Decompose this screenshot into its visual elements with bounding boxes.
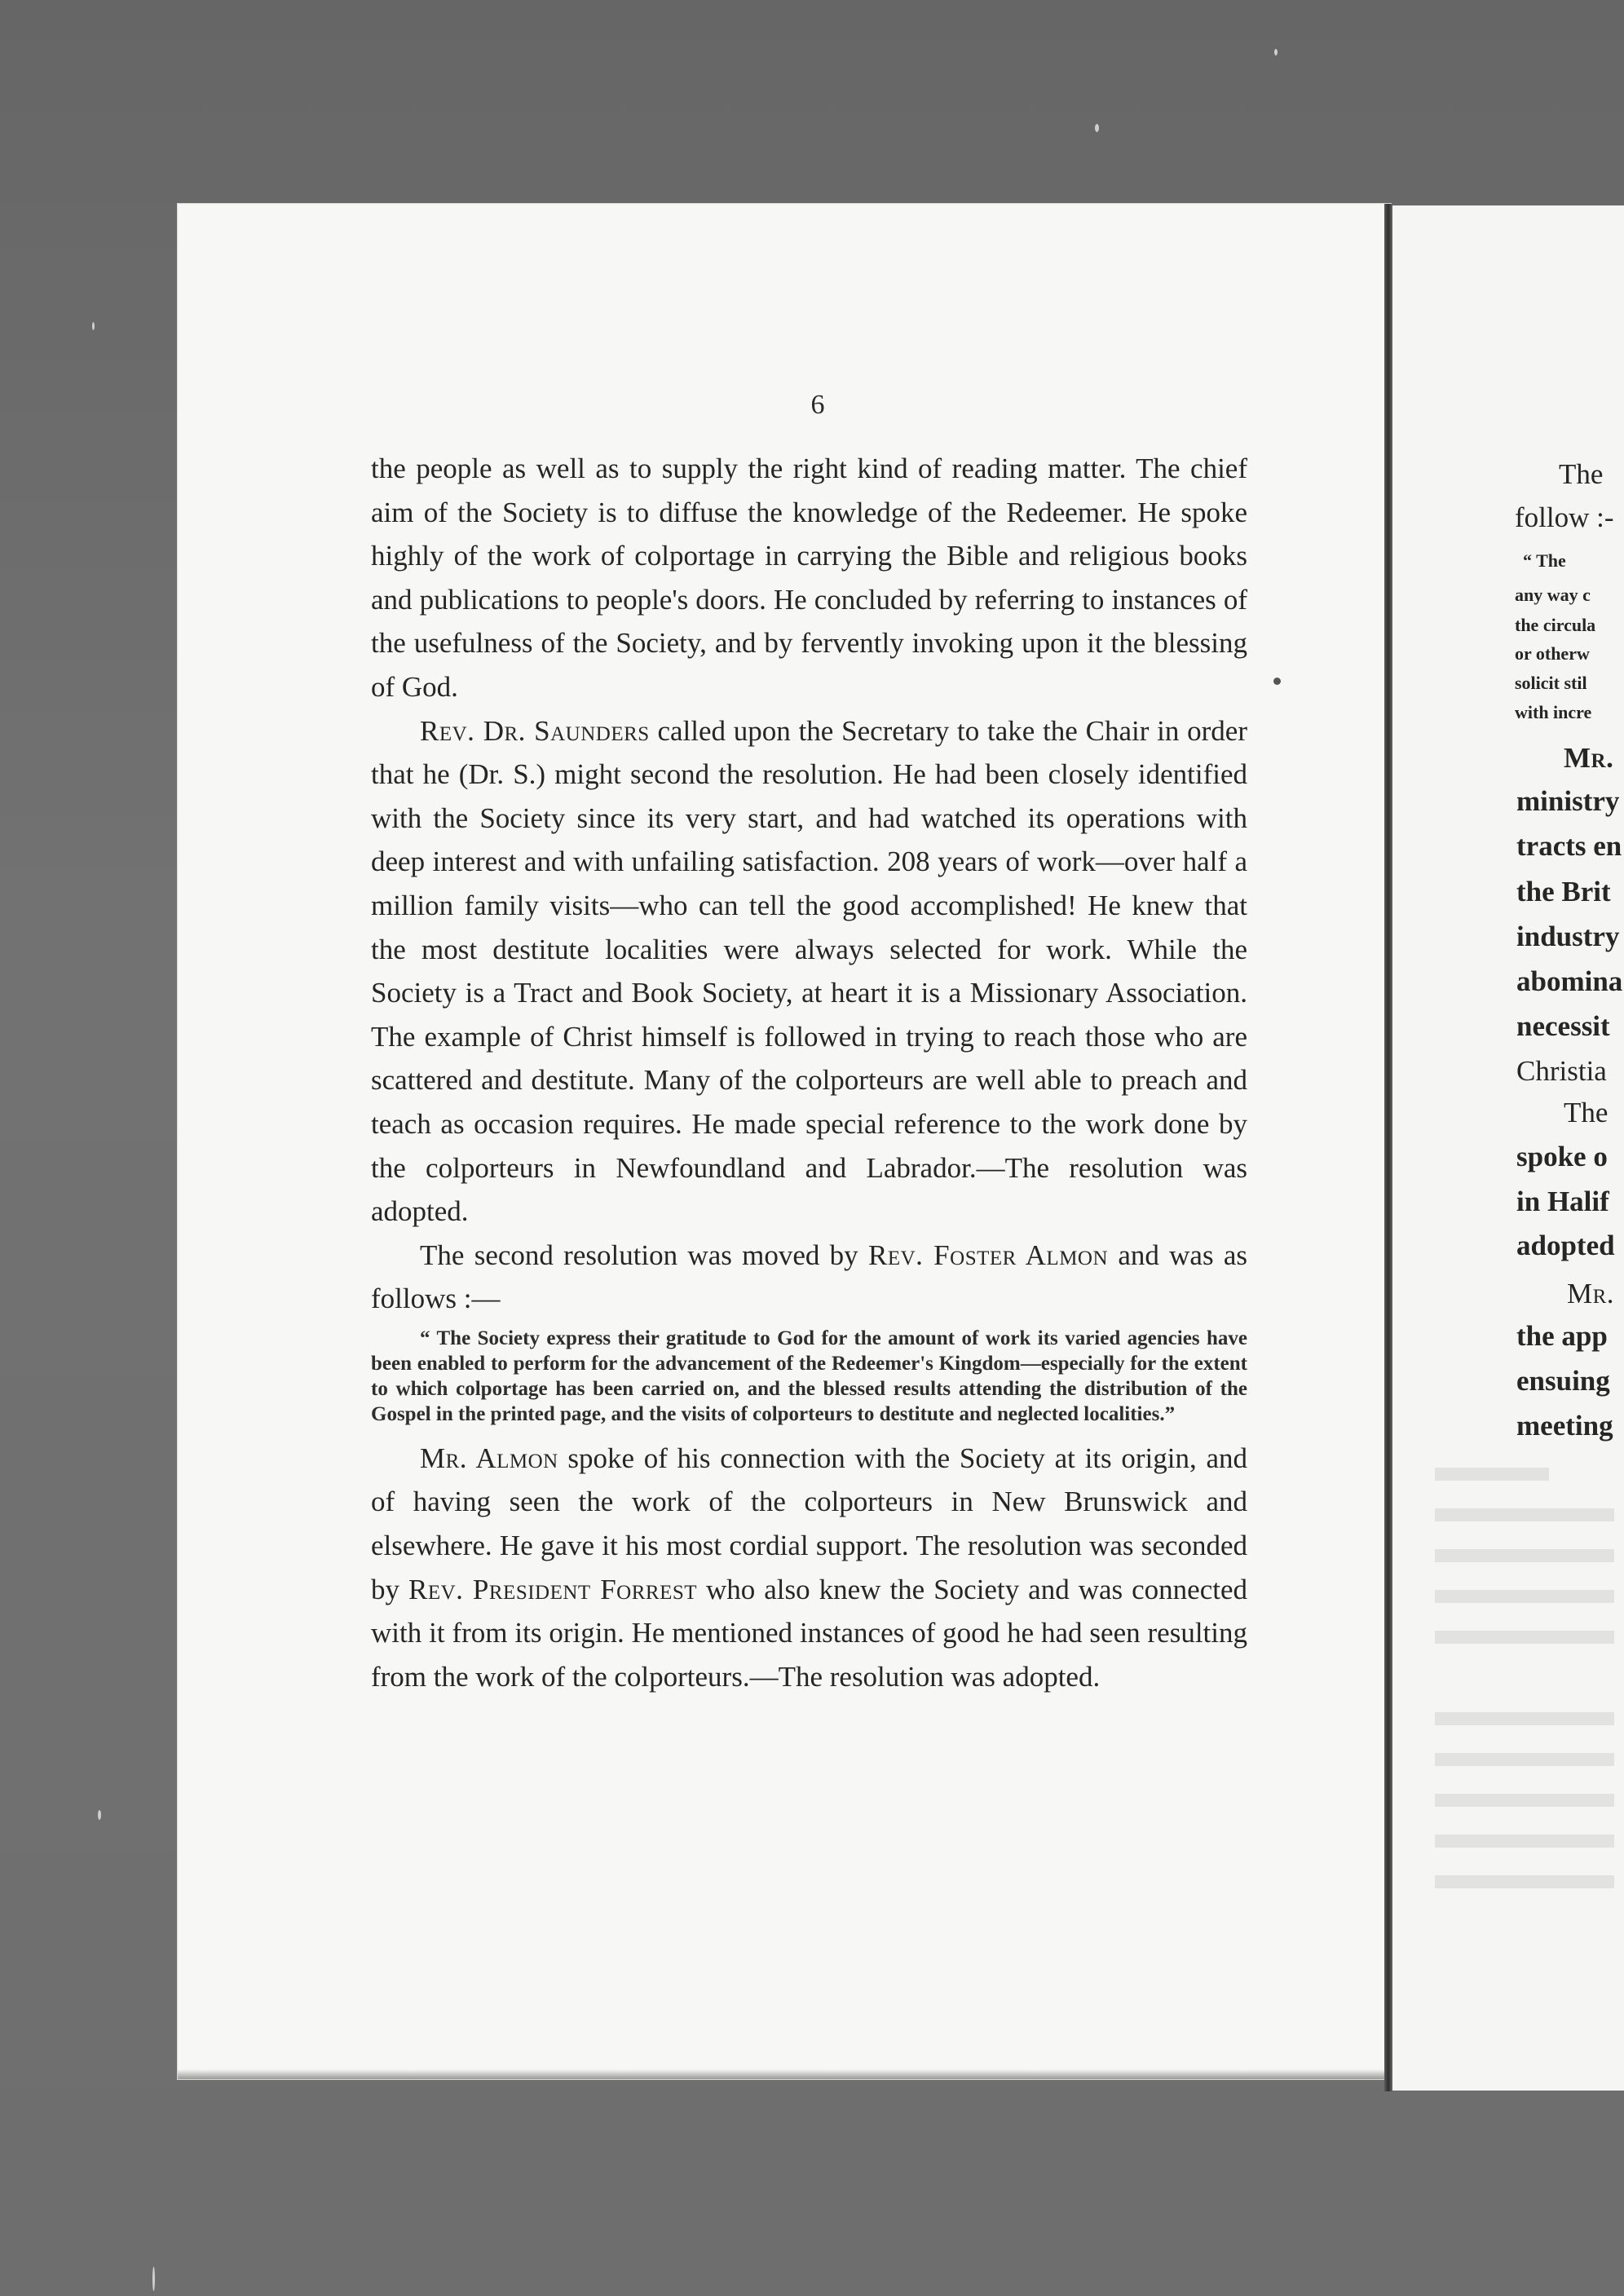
right-page-line: or otherw (1515, 643, 1590, 664)
right-page-line: Christia (1516, 1055, 1607, 1087)
dust-speck (92, 322, 95, 330)
right-page-line: solicit stil (1515, 673, 1587, 693)
bleed-line (1435, 1835, 1614, 1848)
right-page-line: adopted (1516, 1230, 1615, 1261)
right-page-line: tracts en (1516, 830, 1622, 862)
right-page-line: in Halif (1516, 1186, 1609, 1217)
right-page-line: ministry (1516, 785, 1620, 817)
bleed-line (1435, 1753, 1614, 1766)
speaker-name: Rev. Foster Almon (867, 1239, 1109, 1271)
bleed-line (1435, 1875, 1614, 1888)
resolution-quote: “ The Society express their gratitude to God for the amount of work its varied agencies have been enabled to perform for the advancement of the Redeemer's Kingdom—especially for the extent to which colportage has been carried on, and the blessed results attending the distribution of the Gospel in the printed page, and the visits of colporteurs to destitute and neglected localities.” (371, 1327, 1247, 1425)
bleed-line (1435, 1549, 1614, 1562)
right-page-line: industry (1516, 921, 1620, 952)
right-page-line: The (1559, 458, 1604, 490)
dust-speck (1274, 49, 1278, 55)
paragraph (371, 709, 1247, 1234)
paragraph-text: and was as follows :— (371, 1239, 1248, 1315)
paragraph-text: The second resolution was moved by (420, 1239, 868, 1271)
bleed-line (1435, 1468, 1549, 1481)
right-page-line: Mr. (1567, 1278, 1615, 1309)
right-page-line: “ The (1523, 550, 1566, 571)
right-page-line: the Brit (1516, 876, 1611, 907)
right-page-line: The (1564, 1097, 1609, 1128)
book-gutter (1384, 204, 1392, 2091)
dust-speck (1095, 124, 1099, 132)
paragraph-text: called upon the Secretary to take the Chair in order that he (Dr. S.) might second the resolution. He had been closely identified with the Society since its very start, and had watched its operations with deep interest and with unfailing satisfaction. 208 years of work—over half a million family visits—who can tell the good accomplished! He knew that the most destitute localities were always selected for work. While the Society is a Tract and Book Society, at heart it is a Missionary Association. The example of Christ himself is followed in trying to reach those who are scattered and destitute. Many of the colporteurs are well able to preach and teach as occasion requires. He made special reference to the work done by the colporteurs in Newfoundland and Labrador.—The resolution was adopted. (371, 714, 1247, 1228)
bleed-line (1435, 1712, 1614, 1725)
bleed-line (1435, 1794, 1614, 1807)
paragraph (371, 1437, 1247, 1699)
right-page-line: the circula (1515, 615, 1596, 635)
speaker-name: Mr. Almon (420, 1442, 558, 1474)
paragraph-text: spoke of his connection with the Society at its origin, and of having seen the work of the colporteurs in New Brunswick and elsewhere. He gave it his most cordial support. The resolution was seconded by (371, 1442, 1247, 1605)
right-page-line: follow :- (1515, 501, 1614, 533)
paragraph (371, 1234, 1247, 1321)
bleed-line (1435, 1590, 1614, 1603)
right-page-line: meeting (1516, 1410, 1613, 1442)
right-page-line: the app (1516, 1320, 1608, 1352)
paragraph-text: who also knew the Society and was connected with it from its origin. He mentioned instances of good he had seen resulting from the work of the colporteurs.—The resolution was adopted. (371, 1573, 1247, 1693)
right-page-line: abomina (1516, 965, 1623, 997)
speaker-name: Rev. President Forrest (408, 1573, 698, 1605)
bleed-line (1435, 1508, 1614, 1521)
right-page-line: any way c (1515, 585, 1591, 605)
right-page-line: ensuing (1516, 1365, 1610, 1397)
dust-speck (98, 1810, 101, 1820)
right-page-line: with incre (1515, 702, 1592, 722)
dust-speck (1273, 678, 1281, 685)
speaker-name: Rev. Dr. Saunders (420, 714, 650, 747)
paragraph: the people as well as to supply the right kind of reading matter. The chief aim of the Society is to diffuse the knowledge of the Redeemer. He spoke highly of the work of colportage in carrying the Bible and religious books and publications to people's doors. He concluded by referring to instances of the usefulness of the Society, and by fervently invoking upon it the blessing of God. (371, 453, 1247, 703)
left-page-text (371, 447, 1247, 1698)
right-page-line: Mr. (1564, 742, 1614, 774)
right-page-line: spoke o (1516, 1141, 1608, 1172)
page-number: 6 (810, 390, 825, 420)
bleed-line (1435, 1631, 1614, 1644)
dust-speck (152, 2267, 155, 2291)
right-page-line: necessit (1516, 1010, 1610, 1042)
